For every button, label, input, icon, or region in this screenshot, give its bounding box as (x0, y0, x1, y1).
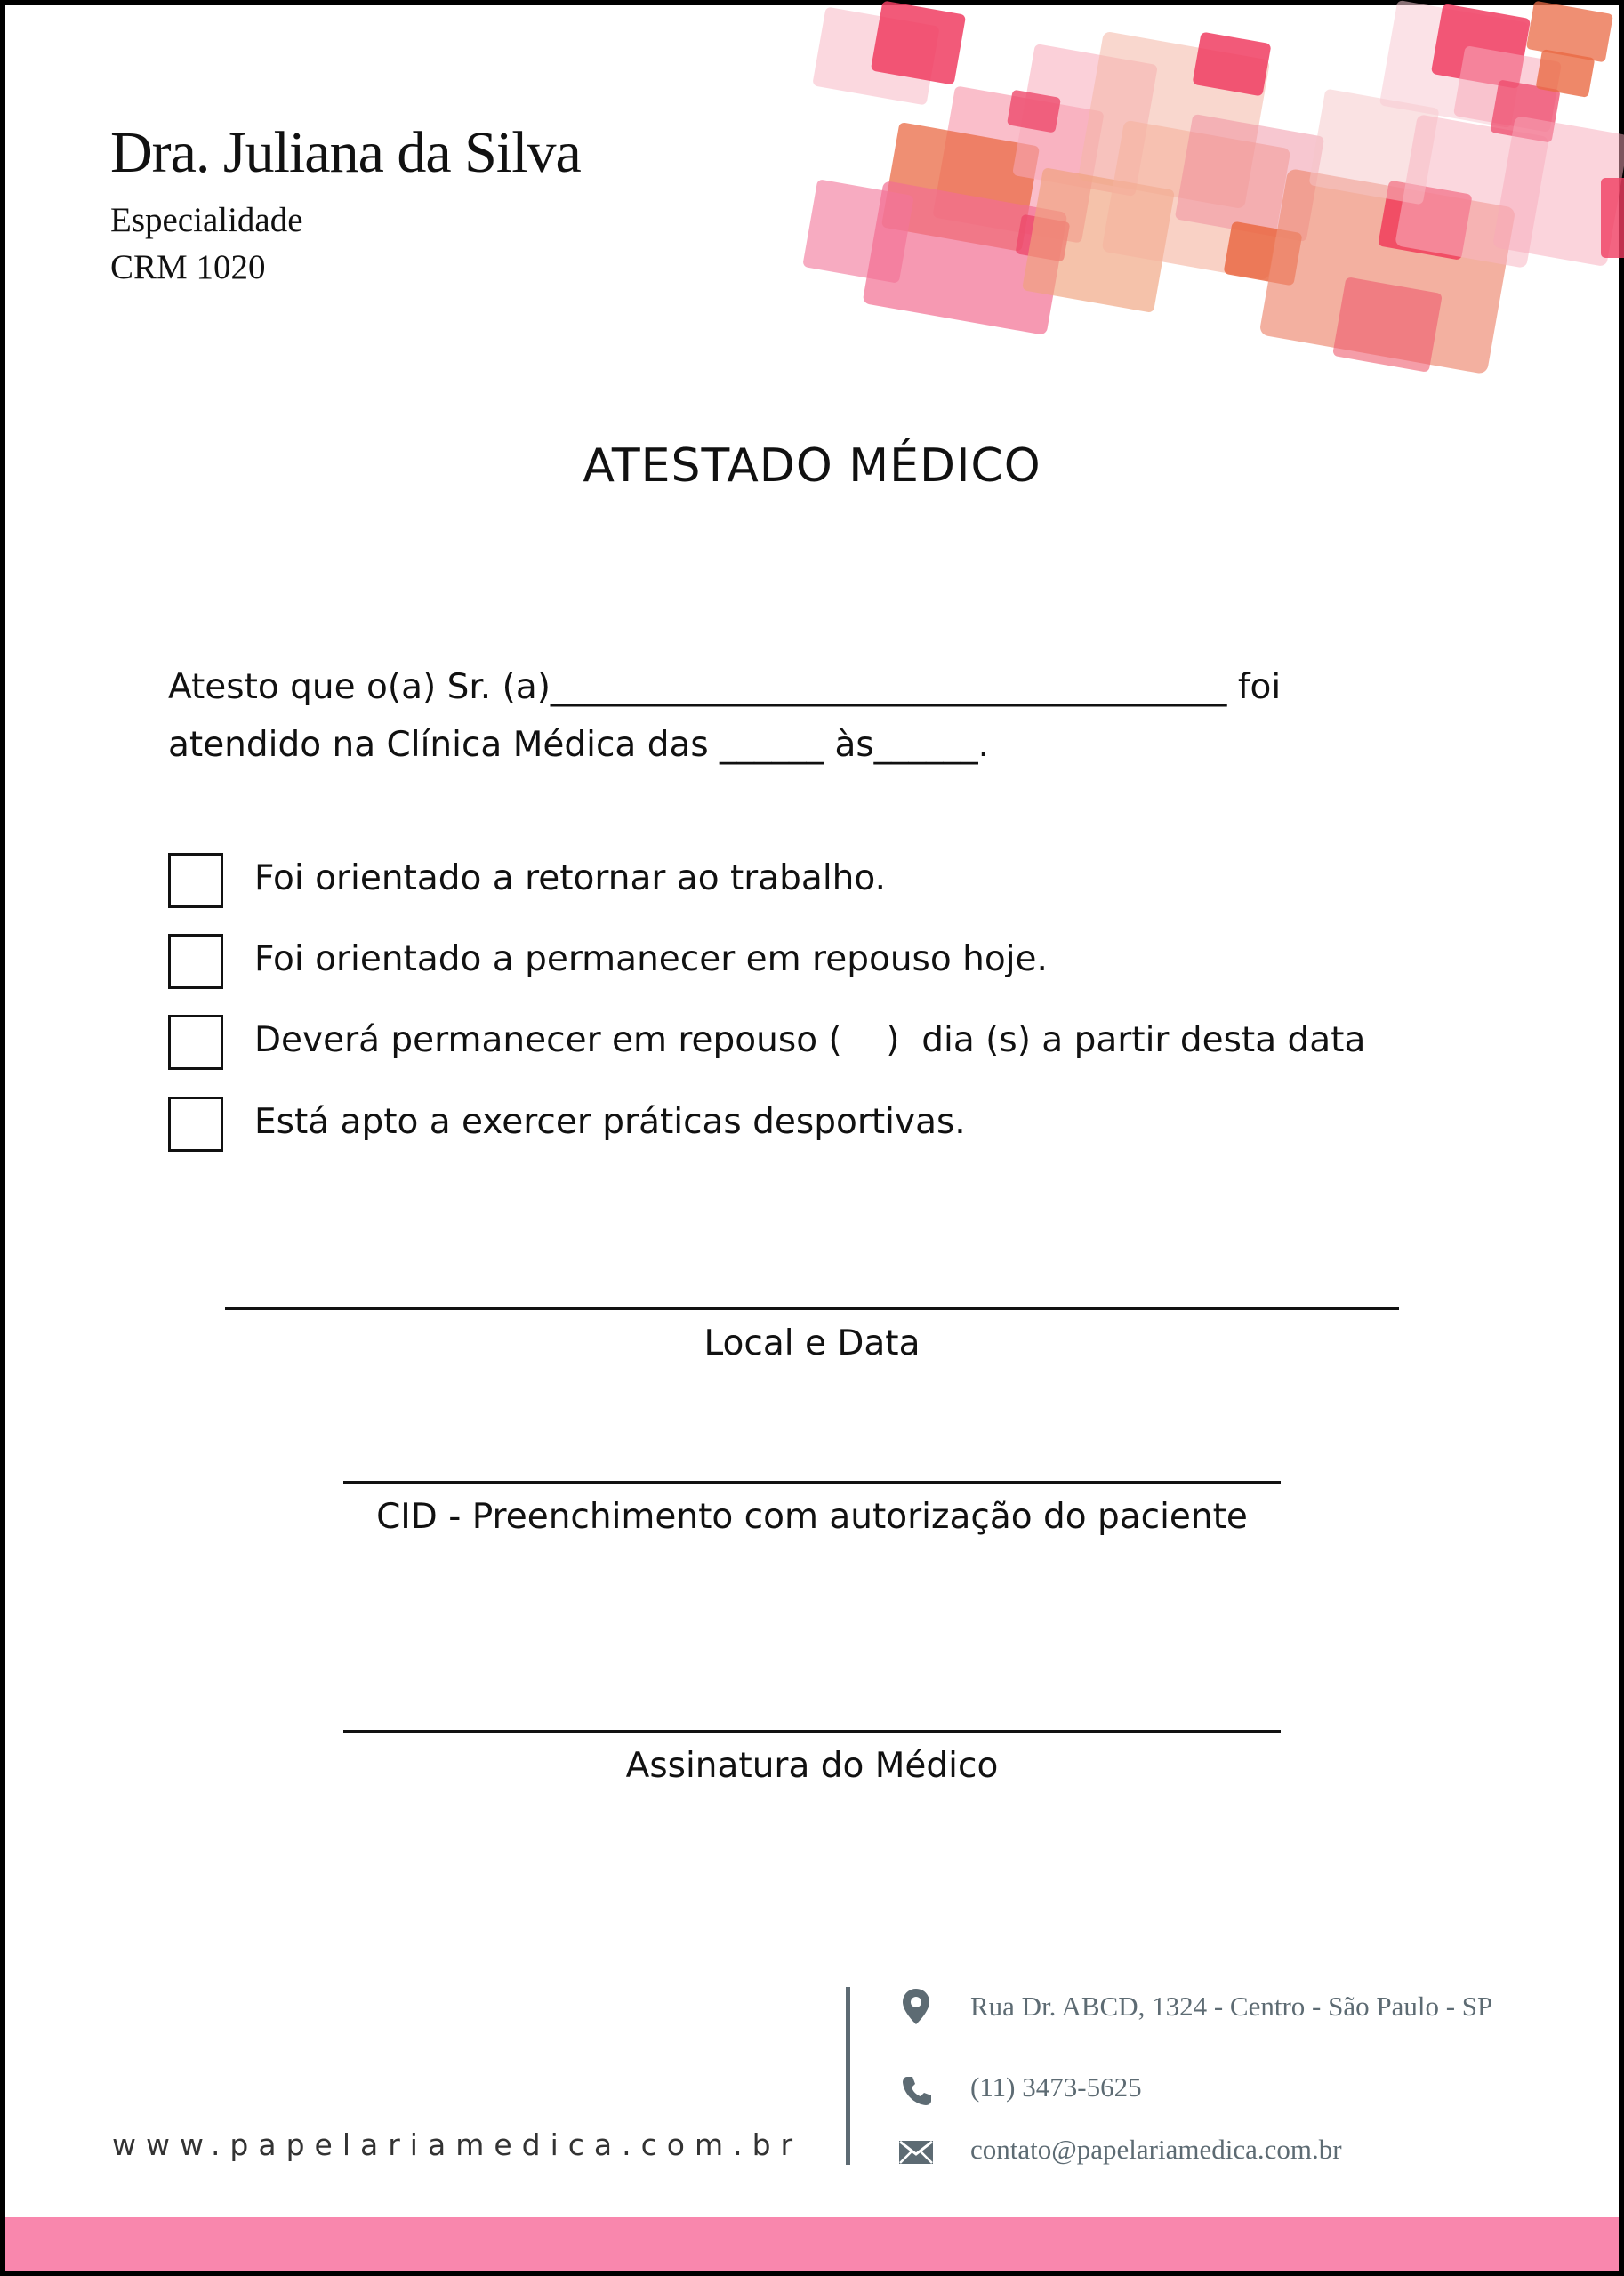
checkbox[interactable] (168, 1097, 223, 1152)
doctor-crm: CRM 1020 (110, 248, 266, 286)
address-text: Rua Dr. ABCD, 1324 - Centro - São Paulo - SP (970, 1990, 1493, 2022)
local-date-line (225, 1307, 1399, 1310)
local-date-caption: Local e Data (703, 1323, 921, 1363)
website-link[interactable]: www.papelariamedica.com.br (112, 2127, 803, 2162)
location-pin-icon (900, 1987, 932, 2026)
checklist-label: Foi orientado a permanecer em repouso hoje. (254, 939, 1048, 979)
signature-line (343, 1730, 1281, 1733)
phone-text: (11) 3473-5625 (970, 2071, 1142, 2103)
envelope-icon (898, 2140, 934, 2165)
doctor-specialty: Especialidade (110, 201, 303, 239)
doctor-name: Dra. Juliana da Silva (110, 120, 581, 185)
checklist-item-sports[interactable] (168, 1097, 1502, 1152)
checkbox[interactable] (168, 853, 223, 908)
cid-caption: CID - Preenchimento com autorização do paciente (376, 1497, 1248, 1537)
checklist-item-rest-days[interactable] (168, 1015, 1502, 1070)
signature-caption: Assinatura do Médico (625, 1746, 999, 1786)
statement-line-1: Atesto que o(a) Sr. (a)_______________________________________ foi (168, 667, 1282, 707)
email-text[interactable]: contato@papelariamedica.com.br (970, 2134, 1342, 2165)
checkbox[interactable] (168, 1015, 223, 1070)
checkbox[interactable] (168, 934, 223, 989)
statement-line-2: atendido na Clínica Médica das ______ às______. (168, 725, 990, 765)
checklist-item-rest-today[interactable] (168, 934, 1502, 989)
checklist-label: Foi orientado a retornar ao trabalho. (254, 858, 886, 898)
cid-line (343, 1481, 1281, 1484)
checklist-item-return-work[interactable] (168, 853, 1502, 908)
footer-divider (846, 1987, 850, 2165)
bottom-accent-bar (5, 2217, 1619, 2271)
checklist-label: Está apto a exercer práticas desportivas. (254, 1102, 966, 1142)
document-title: ATESTADO MÉDICO (583, 439, 1041, 493)
phone-icon (900, 2074, 934, 2108)
checklist-label: Deverá permanecer em repouso ( ) dia (s) a partir desta data (254, 1020, 1366, 1060)
